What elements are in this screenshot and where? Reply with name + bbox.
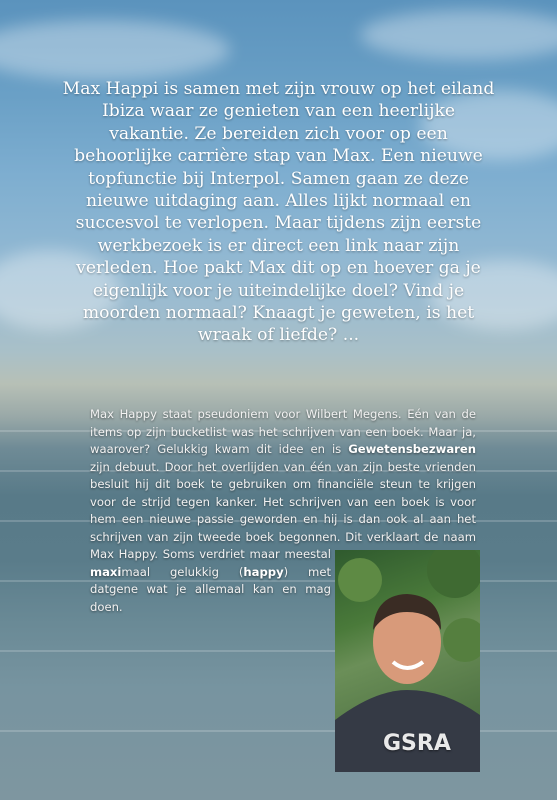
author-photo xyxy=(335,550,480,772)
book-title: Gewetensbezwaren xyxy=(348,442,476,456)
shirt-print: GSRA xyxy=(383,731,451,756)
bio-text: zijn debuut. Door het overlijden van één van zijn beste vrienden besluit hij dit boek te gebruiken om financiële steun te krijgen voor de strijd tegen kanker. Het schrijven van een boek is voor hem een nieuwe passie geworden en hij is dan ook al aan het schrijven van zijn tweede boek begonnen. Dit verklaart de naam Max Happy. Soms verdriet maar meestal xyxy=(90,459,476,561)
cloud xyxy=(0,20,230,80)
back-cover-blurb: Max Happi is samen met zijn vrouw op het eiland Ibiza waar ze genieten van een heerlijke vakantie. Ze bereiden zich voor op een behoorlijke carrière stap van Max. Een nieuwe topfunctie bij Interpol. Samen gaan ze deze nieuwe uitdaging aan. Alles lijkt normaal en succesvol te verlopen. Maar tijdens zijn eerste werkbezoek is er direct een link naar zijn verleden. Hoe pakt Max dit op en hoever ga je eigenlijk voor je uiteindelijke doel? Vind je moorden normaal? Knaagt je geweten, is het wraak of liefde? ... xyxy=(62,79,495,346)
bio-text: Max Happy staat pseudoniem voor Wilbert Megens. Eén van de items op zijn bucketlist was het schrijven van een boek. Maar ja, waarover? Gelukkig kwam dit idee en is xyxy=(90,407,476,456)
author-bio xyxy=(90,406,476,772)
maxi-emphasis: maxi xyxy=(90,564,122,579)
cloud xyxy=(360,10,557,60)
bio-text: maal gelukkig ( xyxy=(121,564,244,579)
bio-paragraph xyxy=(90,406,476,756)
bio-text: ) met datgene wat je allemaal kan en mag doen. xyxy=(90,564,331,614)
happy-emphasis: happy xyxy=(243,564,284,579)
